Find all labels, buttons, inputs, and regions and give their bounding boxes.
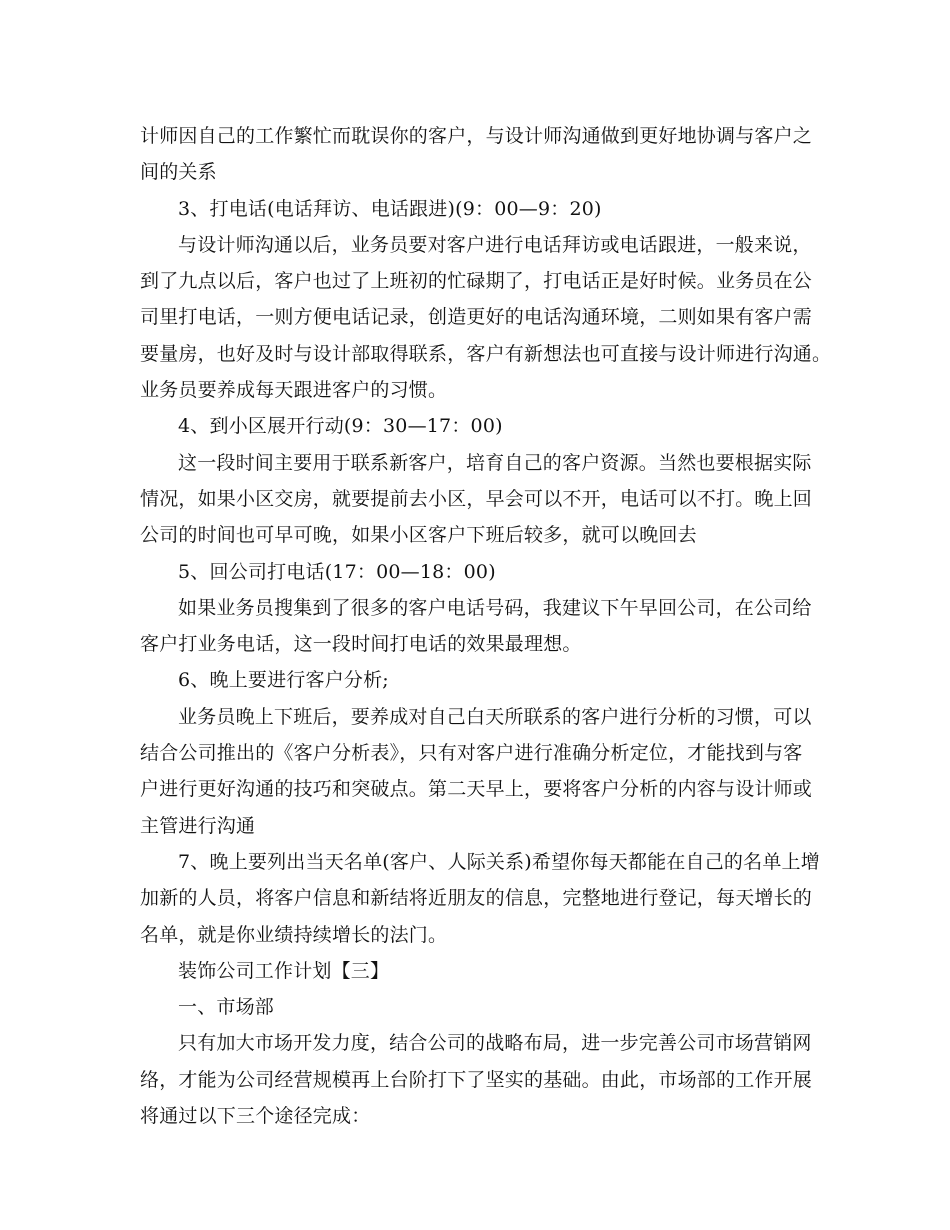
text-line: 名单，就是你业绩持续增长的法门。 <box>140 923 448 946</box>
text-line: 7、晚上要列出当天名单(客户、人际关系)希望你每天都能在自己的名单上增 <box>178 850 820 873</box>
text-line: 3、打电话(电话拜访、电话跟进)(9：00—9：20) <box>178 197 602 220</box>
text-line: 只有加大市场开发力度，结合公司的战略布局，进一步完善公司市场营销网 <box>178 1032 812 1055</box>
text-line: 间的关系 <box>140 161 217 184</box>
document-body <box>140 118 832 1134</box>
text-line: 客户打业务电话，这一段时间打电话的效果最理想。 <box>140 633 582 656</box>
text-line: 情况，如果小区交房，就要提前去小区，早会可以不开，电话可以不打。晚上回 <box>140 487 813 510</box>
text-line: 司里打电话，一则方便电话记录，创造更好的电话沟通环境，二则如果有客户需 <box>140 306 813 329</box>
text-line: 户进行更好沟通的技巧和突破点。第二天早上，要将客户分析的内容与设计师或 <box>140 778 813 801</box>
text-line: 装饰公司工作计划【三】 <box>178 959 390 982</box>
text-line: 业务员要养成每天跟进客户的习惯。 <box>140 379 448 402</box>
text-line: 与设计师沟通以后，业务员要对客户进行电话拜访或电话跟进，一般来说， <box>178 233 812 256</box>
text-line: 业务员晚上下班后，要养成对自己白天所联系的客户进行分析的习惯，可以 <box>178 705 812 728</box>
text-line: 一、市场部 <box>178 996 275 1019</box>
text-line: 6、晚上要进行客户分析; <box>178 669 389 692</box>
text-line: 5、回公司打电话(17：00—18：00) <box>178 560 496 583</box>
text-line: 4、到小区展开行动(9：30—17：00) <box>178 415 503 438</box>
text-line: 要量房，也好及时与设计部取得联系，客户有新想法也可直接与设计师进行沟通。 <box>140 342 832 365</box>
text-line: 到了九点以后，客户也过了上班初的忙碌期了，打电话正是好时候。业务员在公 <box>140 270 813 293</box>
text-line: 如果业务员搜集到了很多的客户电话号码，我建议下午早回公司，在公司给 <box>178 596 812 619</box>
text-line: 公司的时间也可早可晚，如果小区客户下班后较多，就可以晚回去 <box>140 524 697 547</box>
text-line: 计师因自己的工作繁忙而耽误你的客户，与设计师沟通做到更好地协调与客户之 <box>140 125 813 147</box>
text-line: 主管进行沟通 <box>140 814 256 837</box>
text-line: 将通过以下三个途径完成： <box>140 1105 371 1128</box>
text-line: 络，才能为公司经营规模再上台阶打下了坚实的基础。由此，市场部的工作开展 <box>140 1068 813 1091</box>
text-line: 结合公司推出的《客户分析表》，只有对客户进行准确分析定位，才能找到与客 <box>140 742 803 765</box>
text-line: 这一段时间主要用于联系新客户，培育自己的客户资源。当然也要根据实际 <box>178 451 812 474</box>
text-line: 加新的人员，将客户信息和新结将近朋友的信息，完整地进行登记，每天增长的 <box>140 887 813 910</box>
